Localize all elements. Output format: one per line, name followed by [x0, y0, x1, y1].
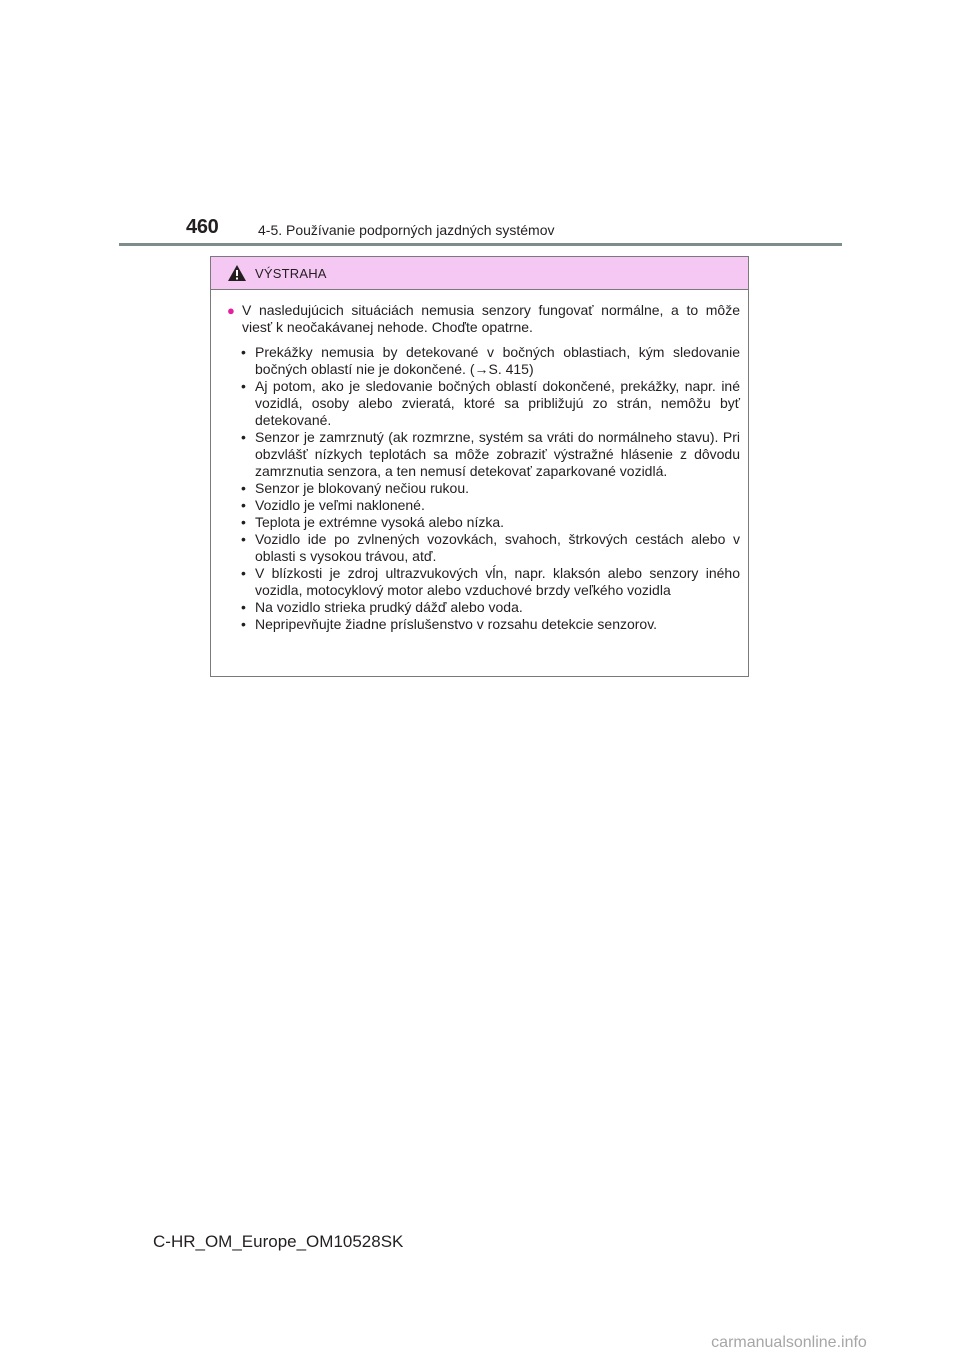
- list-bullet: •: [241, 429, 246, 445]
- list-item: [241, 616, 740, 633]
- warning-title: VÝSTRAHA: [255, 265, 327, 281]
- list-bullet: •: [241, 599, 246, 615]
- list-bullet: •: [241, 531, 246, 547]
- document-code: C-HR_OM_Europe_OM10528SK: [153, 1232, 404, 1251]
- list-item-text: Teplota je extrémne vysoká alebo nízka.: [255, 514, 505, 530]
- list-bullet: •: [241, 480, 246, 496]
- page-number: 460: [186, 216, 219, 238]
- header-rule: [119, 243, 842, 246]
- list-item: [241, 514, 740, 531]
- list-item-text: Prekážky nemusia by detekované v bočných oblastiach, kým sledovanie bočných oblastí nie je dokončené. (→S. 415): [255, 344, 740, 377]
- list-bullet: •: [241, 565, 246, 581]
- list-item-text: Na vozidlo strieka prudký dážď alebo voda.: [255, 599, 523, 615]
- warning-lead-text: V nasledujúcich situáciách nemusia senzory fungovať normálne, a to môže viesť k neočakávanej nehode. Choďte opatrne.: [242, 302, 740, 335]
- list-item-text: Vozidlo je veľmi naklonené.: [255, 497, 425, 513]
- watermark: carmanualsonline.info: [711, 1334, 867, 1351]
- list-item-text: Nepripevňujte žiadne príslušenstvo v rozsahu detekcie senzorov.: [255, 616, 658, 632]
- list-item-text: Aj potom, ako je sledovanie bočných oblastí dokončené, prekážky, napr. iné vozidlá, osoby alebo zvieratá, ktoré sa približujú zo strán, nemôžu byť detekované.: [255, 378, 740, 428]
- list-item: [241, 531, 740, 565]
- warning-triangle-icon: [227, 264, 247, 282]
- warning-body: [211, 290, 748, 633]
- list-item: [241, 565, 740, 599]
- list-bullet: •: [241, 514, 246, 530]
- list-bullet: •: [241, 497, 246, 513]
- list-item: [241, 429, 740, 480]
- warning-header: [211, 257, 748, 290]
- list-bullet: •: [241, 616, 246, 632]
- list-item: [241, 497, 740, 514]
- bullet-dot-icon: ●: [227, 303, 235, 318]
- warning-box: [210, 256, 749, 677]
- list-item: [241, 599, 740, 616]
- warning-item-list: [241, 344, 740, 633]
- warning-lead: [227, 302, 740, 336]
- list-item-text: V blízkosti je zdroj ultrazvukových vĺn, napr. klaksón alebo senzory iného vozidla, motocyklový motor alebo vzduchové brzdy veľkého vozidla: [255, 565, 740, 598]
- list-bullet: •: [241, 378, 246, 394]
- list-item: [241, 480, 740, 497]
- section-title: 4-5. Používanie podporných jazdných systémov: [258, 222, 555, 238]
- list-item: [241, 378, 740, 429]
- list-item-text: Vozidlo ide po zvlnených vozovkách, svahoch, štrkových cestách alebo v oblasti s vysokou trávou, atď.: [255, 531, 740, 564]
- list-item: [241, 344, 740, 378]
- list-item-text: Senzor je blokovaný nečiou rukou.: [255, 480, 470, 496]
- list-item-text: Senzor je zamrznutý (ak rozmrzne, systém sa vráti do normálneho stavu). Pri obzvlášť nízkych teplotách sa môže zobraziť výstražné hlásenie z dôvodu zamrznutia senzora, a ten nemusí detekovať zaparkované vozidlá.: [255, 429, 740, 479]
- list-bullet: •: [241, 344, 246, 360]
